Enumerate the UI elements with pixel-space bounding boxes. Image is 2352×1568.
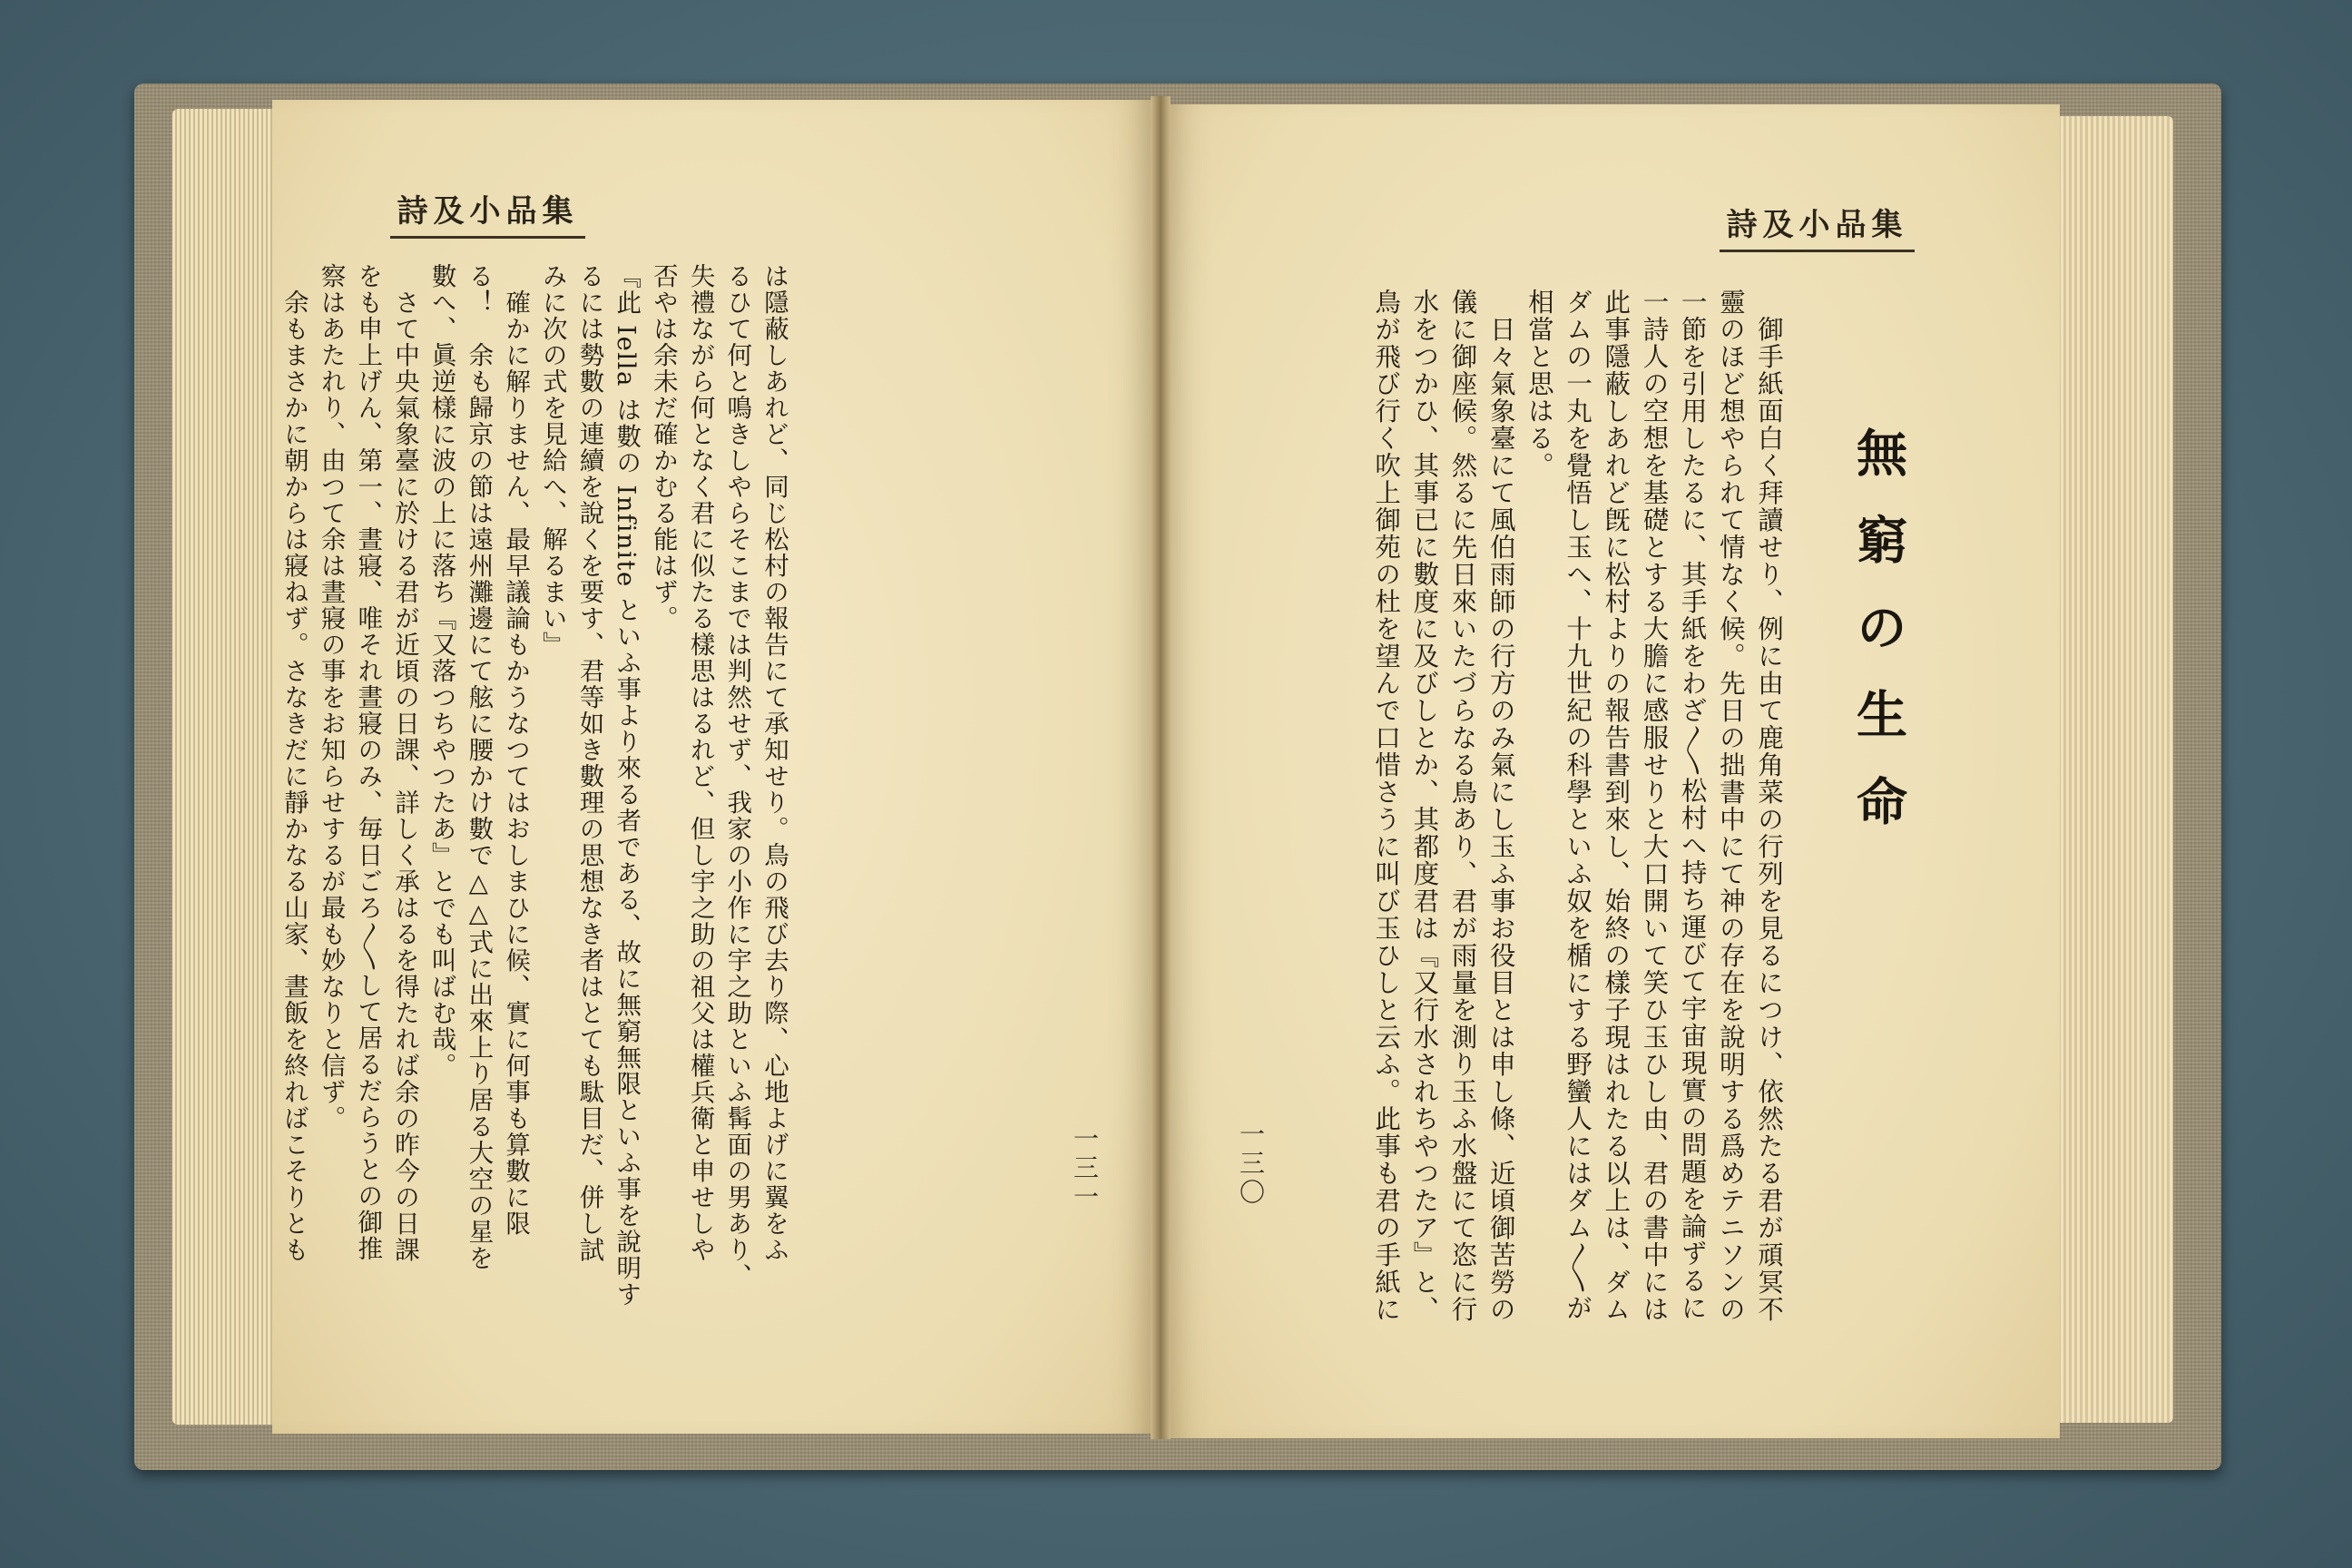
text-column: 余もまさかに朝からは寢ねず。さなきだに靜かなる山家、晝飯を終ればこそりとも bbox=[279, 263, 309, 1263]
right-page-edges bbox=[2042, 116, 2173, 1423]
text-column: るひて何と鳴きしやらそこまでは判然せず、我家の小作に宇之助といふ髯面の男あり、 bbox=[722, 263, 752, 1289]
left-running-head: 詩及小品集 bbox=[390, 186, 585, 239]
text-column: 相當と思はる。 bbox=[1524, 289, 1554, 479]
text-column: 儀に御座候。然るに先日來いたづらなる鳥あり、君が雨量を測り玉ふ水盤にて恣に行 bbox=[1447, 289, 1478, 1323]
text-column: さて中央氣象臺に於ける君が近頃の日課、詳しく承はるを得たれば余の昨今の日課 bbox=[389, 263, 419, 1263]
left-body-text bbox=[279, 263, 792, 1308]
text-column: 日々氣象臺にて風伯雨師の行方のみ氣にし玉ふ事お役目とは申し條、近頃御苦勞の bbox=[1485, 289, 1516, 1323]
text-column: るには勢數の連續を說くを要す、君等如き數理の思想なき者はとても駄目だ、併し試 bbox=[574, 263, 604, 1263]
text-column: 確かに解りません、最早議論もかうなつてはおしまひに候、實に何事も算數に限 bbox=[501, 263, 531, 1237]
text-column: 否やは余未だ確かむる能はず。 bbox=[648, 263, 678, 632]
text-column: 鳥が飛び行く吹上御苑の杜を望んで口惜さうに叫び玉ひしと云ふ。此事も君の手紙に bbox=[1371, 289, 1402, 1323]
chapter-title: 無窮の生命 bbox=[1848, 426, 1908, 862]
text-column: みに次の式を見給へ、解るまい』 bbox=[537, 263, 567, 658]
text-column: をも申上げん、第一、晝寢、唯それ晝寢のみ、毎日ごろ〳〵して居るだらうとの御推 bbox=[353, 263, 383, 1262]
text-column: 察はあたれり、由つて余は晝寢の事をお知らせするが最も妙なりと信ず。 bbox=[316, 263, 346, 1132]
text-column: 一節を引用したるに、其手紙をわざ〳〵松村へ持ち運びて宇宙現實の問題を論ずるに bbox=[1677, 289, 1708, 1322]
right-running-head: 詩及小品集 bbox=[1720, 200, 1915, 252]
text-column: は隱蔽しあれど、同じ松村の報告にて承知せり。鳥の飛び去り際、心地よげに翼をふ bbox=[760, 263, 789, 1263]
text-column: 水をつかひ、其事已に數度に及びしとか、其都度君は『又行水されちやつたア』と、 bbox=[1409, 289, 1440, 1323]
text-column: ダムの一丸を覺悟し玉へ、十九世紀の科學といふ奴を楯にする野蠻人にはダム〳〵が bbox=[1563, 289, 1593, 1322]
right-page-number: 一三〇 bbox=[1236, 1121, 1266, 1208]
text-column: る！ 余も歸京の節は遠州灘邊にて舷に腰かけ數で△△式に出來上り居る大空の星を bbox=[464, 263, 494, 1271]
right-body-text bbox=[1371, 289, 1788, 1323]
text-column: 御手紙面白く拜讀せり、例に由て鹿角菜の行列を見るにつけ、依然たる君が頑冥不 bbox=[1754, 289, 1784, 1323]
left-page-edges bbox=[172, 109, 281, 1425]
text-column: 此事隱蔽しあれど旣に松村よりの報告書到來し、始終の樣子現はれたる以上は、ダム bbox=[1601, 289, 1632, 1323]
text-column: 一詩人の空想を基礎とする大膽に感服せりと大口開いて笑ひ玉ひし由、君の書中には bbox=[1639, 289, 1670, 1323]
left-page-number: 一三一 bbox=[1070, 1125, 1100, 1212]
text-column: 『此 Iella は數の Infinite といふ事より來る者である、故に無窮無限といふ事を說明す bbox=[612, 263, 642, 1308]
book-gutter bbox=[1151, 96, 1171, 1439]
text-column: 靈のほど想やられて情なく候。先日の拙書中にて神の存在を說明する爲めテニソンの bbox=[1715, 289, 1746, 1323]
text-column: 失禮ながら何となく君に似たる樣思はるれど、但し宇之助の祖父は權兵衛と申せしや bbox=[685, 263, 715, 1263]
text-column: 數へ、眞逆樣に波の上に落ち『又落つちやつたあ』とでも叫ばむ哉。 bbox=[426, 263, 456, 1079]
